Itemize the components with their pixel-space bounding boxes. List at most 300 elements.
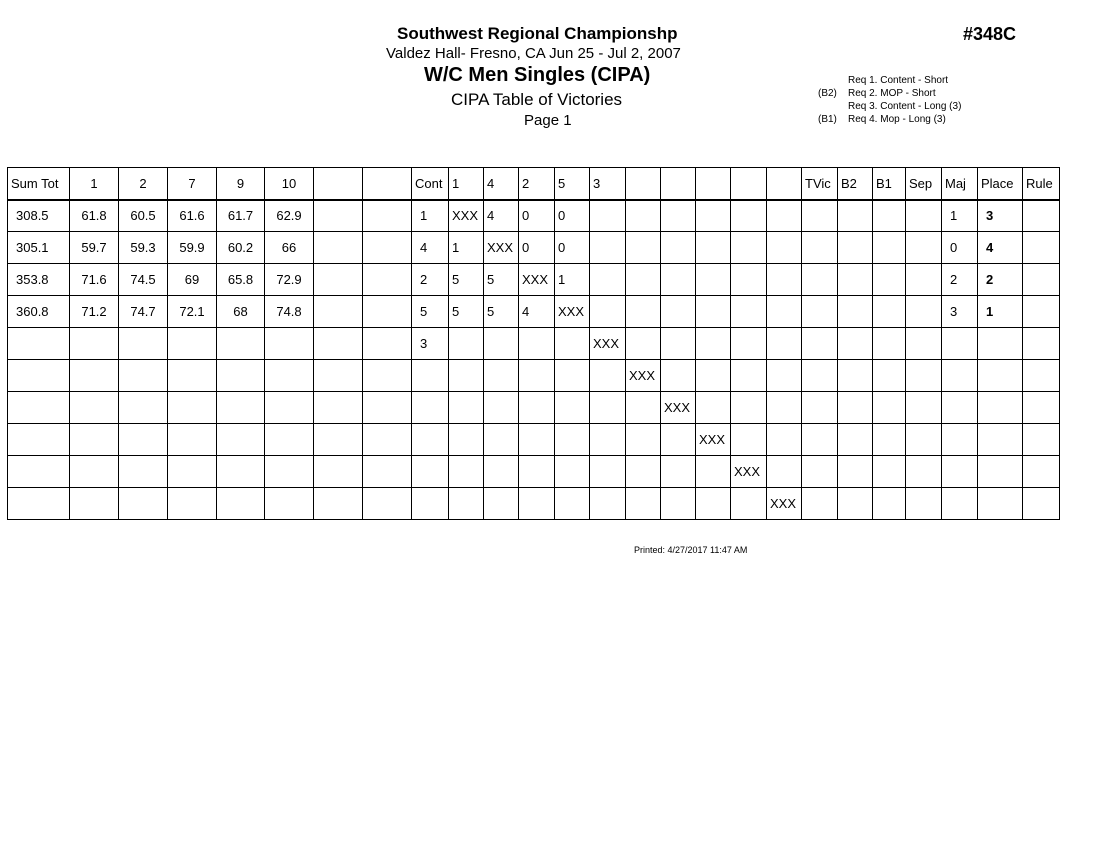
table-cell	[731, 328, 767, 360]
table-cell: 65.8	[217, 264, 265, 296]
table-cell	[906, 488, 942, 520]
column-header: TVic	[802, 168, 838, 200]
table-cell: 62.9	[265, 200, 314, 232]
table-cell	[873, 360, 906, 392]
table-cell	[906, 200, 942, 232]
table-cell	[802, 360, 838, 392]
requirement-line	[818, 74, 961, 87]
table-cell	[555, 456, 590, 488]
table-cell	[363, 232, 412, 264]
table-cell	[449, 392, 484, 424]
table-cell	[873, 424, 906, 456]
table-cell	[119, 360, 168, 392]
table-row	[8, 360, 1060, 392]
table-row	[8, 456, 1060, 488]
table-cell	[978, 488, 1023, 520]
printed-timestamp: Printed: 4/27/2017 11:47 AM	[634, 545, 748, 555]
table-cell	[731, 392, 767, 424]
table-cell: 4	[484, 200, 519, 232]
table-cell	[873, 296, 906, 328]
table-cell	[1023, 392, 1060, 424]
table-cell	[696, 360, 731, 392]
column-header: 4	[484, 168, 519, 200]
table-cell	[1023, 232, 1060, 264]
table-cell	[70, 392, 119, 424]
table-row	[8, 328, 1060, 360]
table-cell	[873, 456, 906, 488]
table-cell: 66	[265, 232, 314, 264]
table-cell	[555, 328, 590, 360]
requirement-tag	[818, 74, 848, 87]
column-header: Sum Tot	[8, 168, 70, 200]
table-cell	[942, 424, 978, 456]
table-cell: 4	[519, 296, 555, 328]
table-cell: 60.2	[217, 232, 265, 264]
table-cell	[484, 328, 519, 360]
table-cell	[119, 328, 168, 360]
table-cell	[661, 328, 696, 360]
table-cell	[731, 232, 767, 264]
table-cell	[696, 200, 731, 232]
column-header	[314, 168, 363, 200]
table-cell	[661, 232, 696, 264]
table-row	[8, 296, 1060, 328]
table-cell: 1	[449, 232, 484, 264]
table-cell	[555, 488, 590, 520]
column-header	[661, 168, 696, 200]
table-cell	[731, 488, 767, 520]
table-cell	[873, 200, 906, 232]
table-cell	[731, 296, 767, 328]
table-cell	[696, 456, 731, 488]
column-header: 7	[168, 168, 217, 200]
table-cell	[838, 232, 873, 264]
table-cell	[696, 264, 731, 296]
table-cell	[363, 456, 412, 488]
table-cell	[363, 360, 412, 392]
table-cell	[906, 264, 942, 296]
table-cell	[661, 456, 696, 488]
table-cell	[314, 424, 363, 456]
table-cell	[363, 328, 412, 360]
table-cell	[168, 328, 217, 360]
table-cell	[70, 488, 119, 520]
table-cell	[626, 264, 661, 296]
table-cell: 74.7	[119, 296, 168, 328]
table-cell: XXX	[731, 456, 767, 488]
table-cell	[217, 360, 265, 392]
table-cell	[363, 392, 412, 424]
requirement-line	[818, 87, 961, 100]
table-cell	[8, 424, 70, 456]
table-cell	[626, 200, 661, 232]
table-cell	[168, 488, 217, 520]
table-cell	[265, 360, 314, 392]
table-cell	[168, 392, 217, 424]
table-cell	[555, 424, 590, 456]
column-header: 5	[555, 168, 590, 200]
table-cell	[314, 392, 363, 424]
table-cell	[942, 456, 978, 488]
table-cell: 5	[484, 296, 519, 328]
table-cell	[873, 488, 906, 520]
table-cell: 71.2	[70, 296, 119, 328]
table-cell: XXX	[661, 392, 696, 424]
table-cell	[412, 424, 449, 456]
table-cell	[661, 296, 696, 328]
table-cell	[1023, 424, 1060, 456]
table-cell: 0	[519, 232, 555, 264]
table-cell	[519, 360, 555, 392]
table-cell	[217, 424, 265, 456]
table-cell	[802, 424, 838, 456]
table-cell	[519, 488, 555, 520]
table-cell: 305.1	[8, 232, 70, 264]
table-cell	[942, 328, 978, 360]
table-cell	[767, 392, 802, 424]
table-cell	[767, 424, 802, 456]
table-cell	[978, 456, 1023, 488]
column-header: 9	[217, 168, 265, 200]
table-cell	[626, 328, 661, 360]
table-cell: 353.8	[8, 264, 70, 296]
table-cell	[590, 200, 626, 232]
table-cell: 1	[942, 200, 978, 232]
table-cell: 360.8	[8, 296, 70, 328]
table-cell	[906, 232, 942, 264]
table-cell	[731, 424, 767, 456]
table-cell	[802, 488, 838, 520]
table-cell	[217, 456, 265, 488]
table-cell	[802, 456, 838, 488]
column-header: 2	[519, 168, 555, 200]
table-cell	[265, 424, 314, 456]
table-cell	[838, 296, 873, 328]
table-cell	[590, 264, 626, 296]
requirement-text: Req 2. MOP - Short	[848, 88, 936, 99]
table-cell	[661, 264, 696, 296]
table-cell	[731, 360, 767, 392]
table-cell	[906, 296, 942, 328]
table-cell	[119, 424, 168, 456]
table-cell	[590, 424, 626, 456]
table-cell	[731, 264, 767, 296]
table-cell	[626, 488, 661, 520]
table-cell	[265, 456, 314, 488]
table-cell	[8, 456, 70, 488]
table-cell	[1023, 328, 1060, 360]
table-cell	[906, 360, 942, 392]
table-cell: XXX	[484, 232, 519, 264]
table-cell	[767, 456, 802, 488]
table-cell: 5	[484, 264, 519, 296]
table-cell: 72.1	[168, 296, 217, 328]
table-cell	[70, 456, 119, 488]
table-cell	[838, 360, 873, 392]
report-subtitle: CIPA Table of Victories	[451, 90, 623, 109]
table-cell	[838, 488, 873, 520]
table-cell	[484, 456, 519, 488]
column-header: Place	[978, 168, 1023, 200]
table-cell: XXX	[696, 424, 731, 456]
table-cell	[70, 424, 119, 456]
table-cell	[555, 360, 590, 392]
requirement-text: Req 1. Content - Short	[848, 75, 949, 86]
column-header: 1	[70, 168, 119, 200]
table-cell	[519, 456, 555, 488]
table-cell: 69	[168, 264, 217, 296]
table-row	[8, 200, 1060, 232]
column-header: 2	[119, 168, 168, 200]
table-cell	[484, 488, 519, 520]
table-cell: XXX	[626, 360, 661, 392]
column-header: Maj	[942, 168, 978, 200]
table-cell	[661, 424, 696, 456]
table-cell	[70, 360, 119, 392]
table-cell	[519, 392, 555, 424]
table-cell	[1023, 200, 1060, 232]
table-cell	[70, 328, 119, 360]
table-cell	[661, 200, 696, 232]
table-cell	[314, 328, 363, 360]
table-cell	[590, 232, 626, 264]
table-cell	[314, 456, 363, 488]
table-cell: 74.5	[119, 264, 168, 296]
table-cell	[906, 456, 942, 488]
table-cell: 0	[519, 200, 555, 232]
table-cell: 59.7	[70, 232, 119, 264]
table-cell: 74.8	[265, 296, 314, 328]
table-cell	[767, 200, 802, 232]
table-cell	[802, 328, 838, 360]
column-header: B1	[873, 168, 906, 200]
table-cell: 2	[942, 264, 978, 296]
table-cell	[802, 392, 838, 424]
table-cell	[314, 296, 363, 328]
table-cell: 5	[449, 296, 484, 328]
table-cell	[696, 488, 731, 520]
table-cell: 4	[978, 232, 1023, 264]
table-cell	[696, 232, 731, 264]
table-cell	[767, 296, 802, 328]
table-cell	[802, 296, 838, 328]
table-cell	[590, 360, 626, 392]
table-cell	[314, 232, 363, 264]
table-row	[8, 424, 1060, 456]
table-cell	[314, 200, 363, 232]
table-cell	[265, 392, 314, 424]
event-name: W/C Men Singles (CIPA)	[424, 64, 651, 86]
table-cell	[119, 392, 168, 424]
table-row	[8, 232, 1060, 264]
table-cell: 4	[412, 232, 449, 264]
table-cell: XXX	[767, 488, 802, 520]
column-header	[696, 168, 731, 200]
table-cell: 61.7	[217, 200, 265, 232]
table-cell: 3	[978, 200, 1023, 232]
column-header: 3	[590, 168, 626, 200]
column-header	[626, 168, 661, 200]
table-cell	[731, 200, 767, 232]
table-cell: 5	[412, 296, 449, 328]
requirement-tag	[818, 100, 848, 113]
table-cell	[484, 424, 519, 456]
table-cell	[168, 424, 217, 456]
table-row	[8, 488, 1060, 520]
table-cell	[942, 392, 978, 424]
table-cell	[265, 328, 314, 360]
table-cell: 71.6	[70, 264, 119, 296]
table-cell: 72.9	[265, 264, 314, 296]
venue-date-line: Valdez Hall- Fresno, CA Jun 25 - Jul 2, 2007	[386, 45, 681, 62]
table-cell	[519, 424, 555, 456]
column-header: 1	[449, 168, 484, 200]
table-cell	[802, 264, 838, 296]
table-cell	[519, 328, 555, 360]
column-header: Cont	[412, 168, 449, 200]
table-cell: 0	[555, 200, 590, 232]
table-cell: XXX	[519, 264, 555, 296]
report-title: Southwest Regional Championshp	[397, 24, 678, 43]
table-cell	[978, 424, 1023, 456]
table-cell	[838, 328, 873, 360]
table-cell	[412, 488, 449, 520]
table-cell	[168, 360, 217, 392]
table-cell	[802, 200, 838, 232]
table-cell	[978, 328, 1023, 360]
table-header-row	[8, 168, 1060, 200]
table-cell: 0	[555, 232, 590, 264]
table-cell: 3	[412, 328, 449, 360]
table-cell	[626, 424, 661, 456]
table-cell	[412, 392, 449, 424]
table-cell	[590, 392, 626, 424]
event-code: #348C	[963, 24, 1017, 44]
column-header: 10	[265, 168, 314, 200]
table-cell	[767, 232, 802, 264]
table-cell	[802, 232, 838, 264]
column-header	[767, 168, 802, 200]
table-cell	[449, 456, 484, 488]
table-cell: 59.9	[168, 232, 217, 264]
table-cell	[626, 392, 661, 424]
table-cell	[1023, 296, 1060, 328]
table-cell: 1	[412, 200, 449, 232]
table-cell	[873, 392, 906, 424]
table-cell	[696, 296, 731, 328]
table-cell	[314, 264, 363, 296]
table-cell	[661, 360, 696, 392]
table-cell: 1	[555, 264, 590, 296]
table-cell	[838, 264, 873, 296]
page-number: Page 1	[524, 112, 572, 129]
requirement-line	[818, 100, 961, 113]
table-cell: 0	[942, 232, 978, 264]
table-cell	[838, 200, 873, 232]
table-cell	[626, 232, 661, 264]
table-cell	[484, 360, 519, 392]
table-cell	[590, 456, 626, 488]
table-cell	[8, 328, 70, 360]
table-cell	[314, 360, 363, 392]
column-header	[731, 168, 767, 200]
table-cell	[217, 392, 265, 424]
requirements-legend	[818, 74, 961, 126]
table-cell: 61.8	[70, 200, 119, 232]
table-cell	[590, 296, 626, 328]
table-cell	[838, 424, 873, 456]
table-cell: 2	[412, 264, 449, 296]
table-cell: XXX	[449, 200, 484, 232]
requirement-text: Req 3. Content - Long (3)	[848, 101, 962, 112]
column-header: B2	[838, 168, 873, 200]
table-cell	[942, 488, 978, 520]
table-cell	[906, 328, 942, 360]
table-cell	[661, 488, 696, 520]
table-cell	[696, 392, 731, 424]
table-cell	[119, 456, 168, 488]
table-cell	[838, 392, 873, 424]
table-cell	[8, 488, 70, 520]
requirement-tag: (B2)	[818, 88, 837, 99]
column-header	[363, 168, 412, 200]
requirement-line	[818, 113, 961, 126]
table-cell	[412, 456, 449, 488]
table-cell	[1023, 360, 1060, 392]
table-cell	[626, 456, 661, 488]
table-cell	[265, 488, 314, 520]
table-cell: 60.5	[119, 200, 168, 232]
table-cell	[217, 488, 265, 520]
column-header: Sep	[906, 168, 942, 200]
table-cell	[363, 264, 412, 296]
table-cell: 59.3	[119, 232, 168, 264]
table-cell	[590, 488, 626, 520]
table-cell	[1023, 488, 1060, 520]
table-cell	[1023, 264, 1060, 296]
table-cell	[168, 456, 217, 488]
table-cell: 1	[978, 296, 1023, 328]
table-cell	[767, 360, 802, 392]
table-cell: 5	[449, 264, 484, 296]
table-cell	[363, 424, 412, 456]
table-cell	[906, 392, 942, 424]
requirement-tag: (B1)	[818, 114, 837, 125]
table-cell	[873, 264, 906, 296]
table-cell: 308.5	[8, 200, 70, 232]
table-cell	[767, 264, 802, 296]
table-cell	[363, 200, 412, 232]
table-cell: 2	[978, 264, 1023, 296]
table-cell	[978, 392, 1023, 424]
table-cell: XXX	[555, 296, 590, 328]
requirement-text: Req 4. Mop - Long (3)	[848, 114, 946, 125]
table-cell: 3	[942, 296, 978, 328]
table-cell: XXX	[590, 328, 626, 360]
table-cell	[119, 488, 168, 520]
table-cell	[873, 328, 906, 360]
table-row	[8, 392, 1060, 424]
table-cell: 61.6	[168, 200, 217, 232]
table-cell	[626, 296, 661, 328]
table-cell	[906, 424, 942, 456]
table-cell	[363, 488, 412, 520]
column-header: Rule	[1023, 168, 1060, 200]
table-cell	[449, 360, 484, 392]
table-cell	[8, 360, 70, 392]
table-cell	[1023, 456, 1060, 488]
table-cell	[217, 328, 265, 360]
